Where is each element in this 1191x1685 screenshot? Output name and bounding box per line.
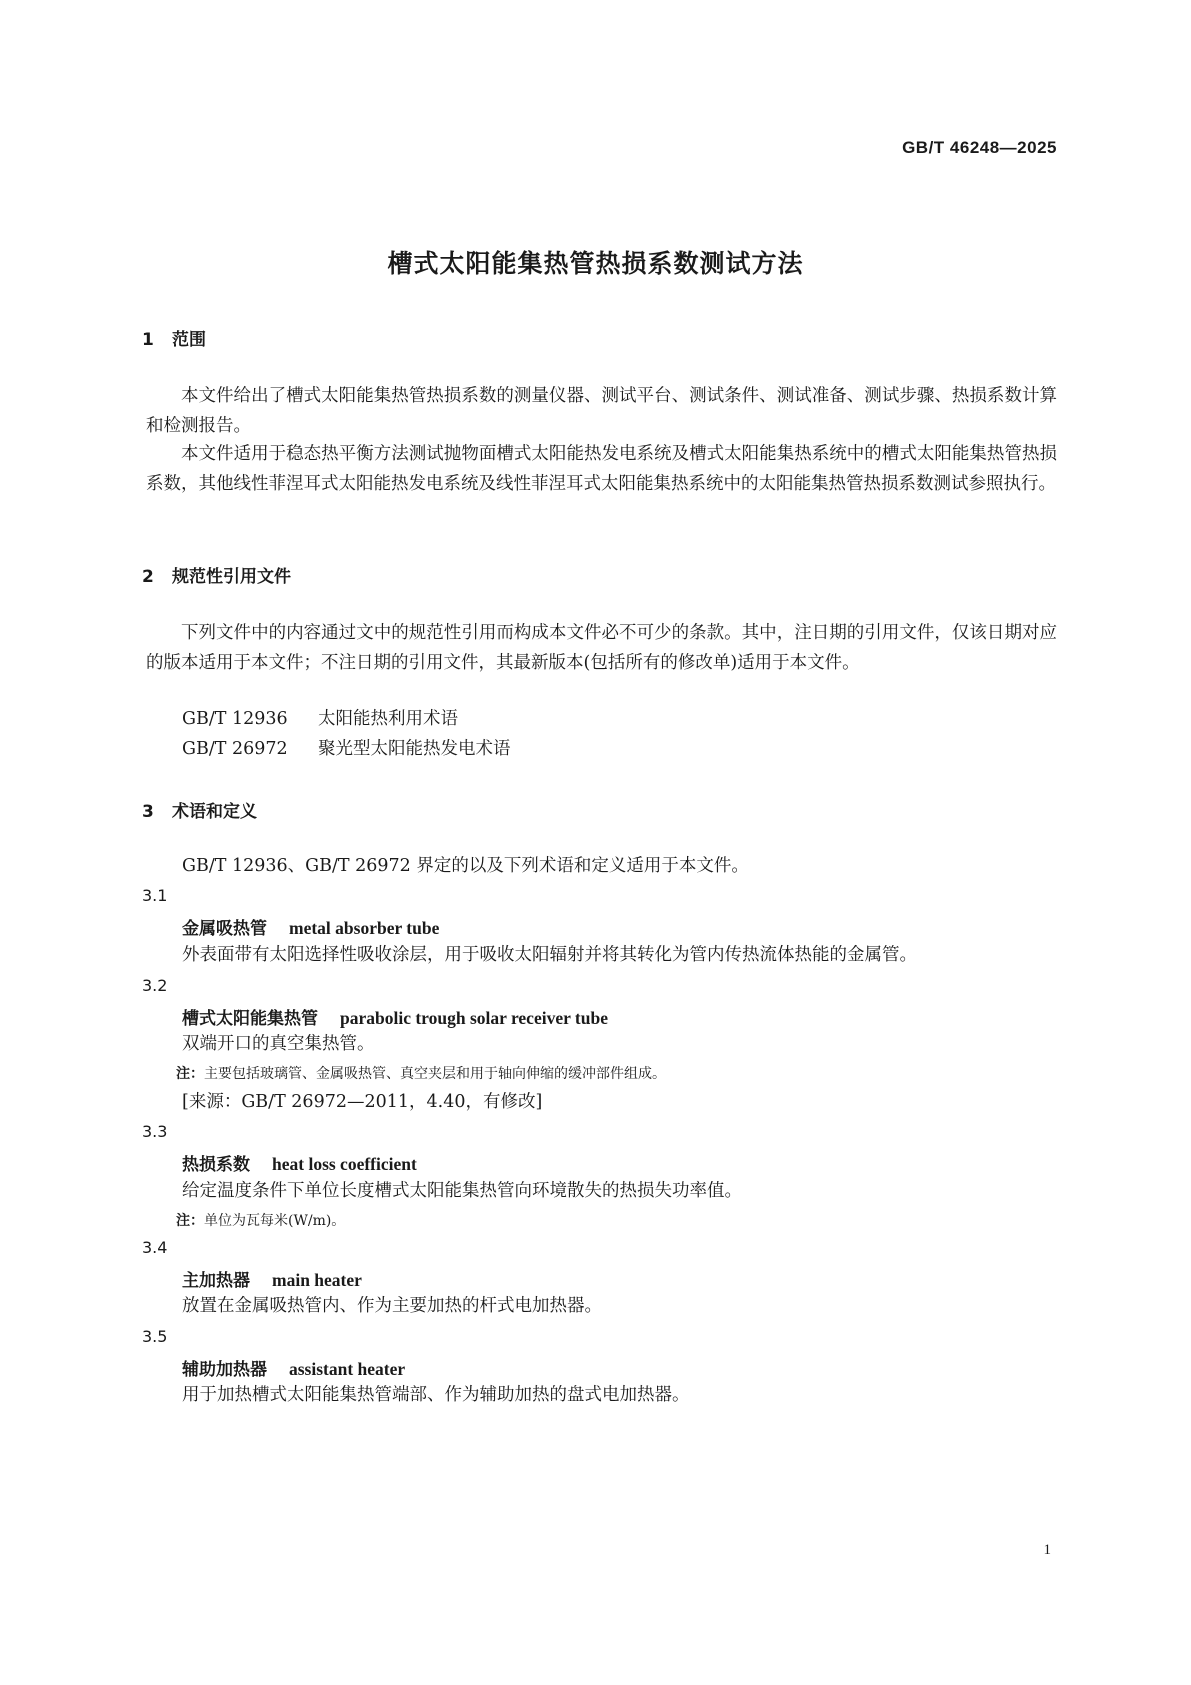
note-text: 主要包括玻璃管、金属吸热管、真空夹层和用于轴向伸缩的缓冲部件组成。 (204, 1066, 666, 1082)
term-number: 3.3 (142, 1122, 168, 1141)
term-name (182, 1355, 405, 1380)
reference-item (182, 734, 511, 764)
reference-item (182, 704, 458, 734)
term-english: parabolic trough solar receiver tube (340, 1008, 608, 1028)
section-2-heading (142, 562, 291, 587)
note-label: 注： (176, 1213, 204, 1229)
note-label: 注： (176, 1066, 204, 1082)
term-english: main heater (272, 1270, 362, 1290)
section-number: 2 (142, 567, 154, 587)
term-number: 3.2 (142, 976, 168, 995)
section-number: 3 (142, 802, 154, 822)
term-english: assistant heater (289, 1359, 406, 1379)
term-chinese: 槽式太阳能集热管 (182, 1009, 318, 1029)
page-number: 1 (1043, 1542, 1051, 1558)
section-3-heading (142, 797, 257, 822)
reference-title: 聚光型太阳能热发电术语 (318, 739, 511, 759)
section-1-paragraph-1: 本文件给出了槽式太阳能集热管热损系数的测量仪器、测试平台、测试条件、测试准备、测试步骤、热损系数计算和检测报告。 (146, 386, 1057, 436)
term-note (176, 1210, 345, 1230)
section-title: 范围 (172, 330, 206, 350)
section-1-heading (142, 325, 206, 350)
term-chinese: 辅助加热器 (182, 1360, 267, 1380)
term-name (182, 1150, 417, 1175)
term-definition: 给定温度条件下单位长度槽式太阳能集热管向环境散失的热损失功率值。 (182, 1181, 742, 1201)
section-2-paragraph-1: 下列文件中的内容通过文中的规范性引用而构成本文件必不可少的条款。其中，注日期的引用文件，仅该日期对应的版本适用于本文件；不注日期的引用文件，其最新版本(包括所有的修改单)适用于本文件。 (146, 623, 1057, 673)
term-definition: 双端开口的真空集热管。 (182, 1034, 375, 1054)
document-title: 槽式太阳能集热管热损系数测试方法 (387, 249, 804, 278)
term-chinese: 金属吸热管 (182, 919, 267, 939)
term-number: 3.4 (142, 1238, 168, 1257)
section-1-paragraph-2: 本文件适用于稳态热平衡方法测试抛物面槽式太阳能热发电系统及槽式太阳能集热系统中的槽式太阳能集热管热损系数，其他线性菲涅耳式太阳能热发电系统及线性菲涅耳式太阳能集热系统中的太阳能集热管热损系数测试参照执行。 (146, 444, 1057, 494)
section-title: 术语和定义 (172, 802, 257, 822)
section-number: 1 (142, 330, 154, 350)
term-chinese: 热损系数 (182, 1155, 250, 1175)
reference-title: 太阳能热利用术语 (318, 709, 458, 729)
term-english: metal absorber tube (289, 918, 440, 938)
reference-code: GB/T 26972 (182, 739, 288, 759)
note-text: 单位为瓦每米(W/m)。 (204, 1213, 346, 1229)
term-note (176, 1063, 666, 1083)
reference-code: GB/T 12936 (182, 709, 288, 729)
term-definition: 用于加热槽式太阳能集热管端部、作为辅助加热的盘式电加热器。 (182, 1385, 690, 1405)
section-title: 规范性引用文件 (172, 567, 291, 587)
term-number: 3.1 (142, 886, 168, 905)
term-name (182, 1004, 608, 1029)
section-3-intro: GB/T 12936、GB/T 26972 界定的以及下列术语和定义适用于本文件。 (182, 856, 749, 876)
term-number: 3.5 (142, 1327, 168, 1346)
term-name (182, 1266, 362, 1291)
term-definition: 放置在金属吸热管内、作为主要加热的杆式电加热器。 (182, 1296, 602, 1316)
term-source: [来源：GB/T 26972—2011，4.40，有修改] (182, 1092, 543, 1112)
standard-number: GB/T 46248—2025 (902, 138, 1057, 157)
term-definition: 外表面带有太阳选择性吸收涂层，用于吸收太阳辐射并将其转化为管内传热流体热能的金属管。 (182, 945, 917, 965)
term-chinese: 主加热器 (182, 1271, 250, 1291)
term-english: heat loss coefficient (272, 1154, 417, 1174)
term-name (182, 914, 439, 939)
